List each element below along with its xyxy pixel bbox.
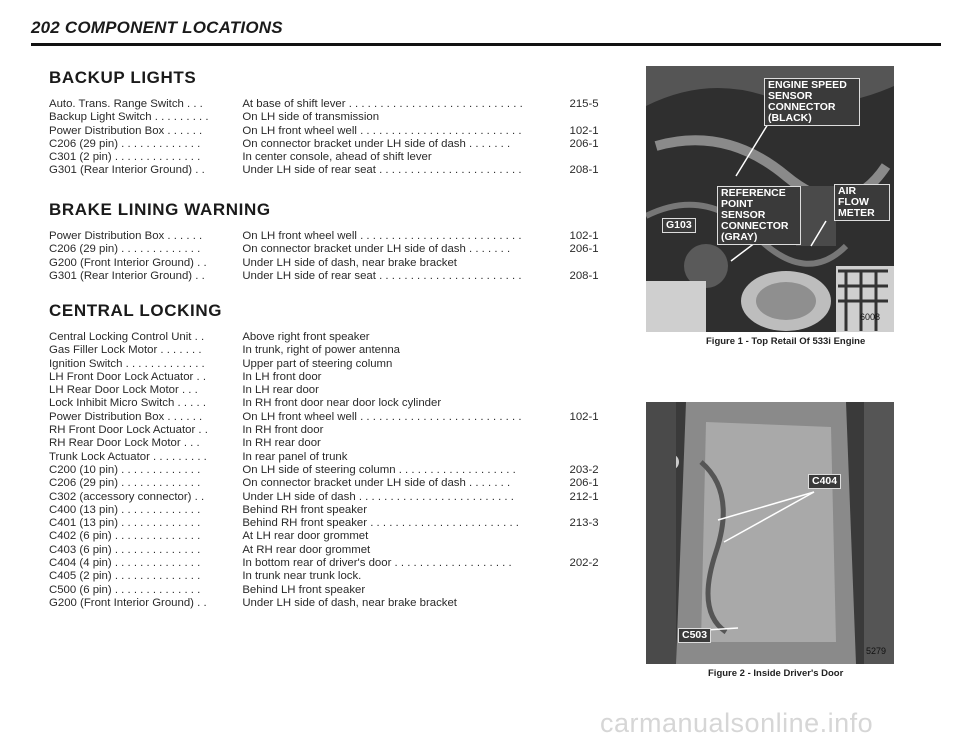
section-brake-lining-warning [49, 200, 629, 283]
list-item [49, 151, 629, 164]
component-location: In center console, ahead of shift lever [242, 151, 432, 164]
figure-reference: 206-1 [569, 137, 599, 150]
figure-reference: 206-1 [569, 477, 599, 490]
figure-reference [570, 570, 629, 583]
list-item [49, 597, 629, 610]
component-name: RH Rear Door Lock Motor . . . [49, 437, 200, 450]
figure-reference: 212-1 [569, 490, 599, 503]
component-name: Trunk Lock Actuator . . . . . . . . . [49, 450, 207, 463]
component-location: Under LH side of rear seat . . . . . . . . . . . . . . . . . . . . . . . [242, 164, 522, 177]
component-name: C404 (4 pin) . . . . . . . . . . . . . . [49, 557, 201, 570]
reference-point-sensor-label: REFERENCE POINT SENSOR CONNECTOR (GRAY) [717, 186, 801, 245]
engine-speed-sensor-label: ENGINE SPEED SENSOR CONNECTOR (BLACK) [764, 78, 860, 126]
figure-reference [570, 111, 629, 124]
figure-reference: 102-1 [569, 230, 599, 242]
component-location: On LH front wheel well . . . . . . . . . . . . . . . . . . . . . . . . . . [242, 410, 522, 423]
figure-reference [570, 424, 629, 437]
figure-reference: 213-3 [569, 517, 599, 530]
component-name: C206 (29 pin) . . . . . . . . . . . . . [49, 243, 201, 256]
list-item [49, 371, 629, 384]
figure-reference: 215-5 [569, 98, 599, 110]
section-backup-lights [49, 68, 629, 178]
component-location: In rear panel of trunk [242, 450, 348, 463]
section-title: BRAKE LINING WARNING [49, 200, 271, 219]
component-location: In RH rear door [242, 437, 321, 450]
list-item [49, 477, 629, 490]
component-name: LH Front Door Lock Actuator . . [49, 370, 207, 383]
list-item [49, 331, 629, 344]
component-location: In bottom rear of driver's door . . . . . . . . . . . . . . . . . . . [242, 557, 512, 570]
photo-number: 5279 [866, 646, 887, 656]
figure-2-caption: Figure 2 - Inside Driver's Door [708, 668, 844, 679]
figure-1-photo [646, 66, 894, 332]
component-name: Backup Light Switch . . . . . . . . . [49, 111, 209, 124]
figure-reference [570, 530, 629, 543]
figure-reference [570, 257, 629, 270]
component-location: Behind LH front speaker [242, 583, 366, 596]
figure-reference [570, 584, 629, 597]
component-name: G200 (Front Interior Ground) . . [49, 596, 207, 609]
component-name: Power Distribution Box . . . . . . [49, 230, 203, 242]
component-location: Under LH side of dash . . . . . . . . . . . . . . . . . . . . . . . . . [242, 490, 514, 503]
figure-reference [570, 437, 629, 450]
component-location: Under LH side of dash, near brake bracket [242, 596, 457, 609]
component-name: C206 (29 pin) . . . . . . . . . . . . . [49, 137, 201, 150]
photo-number: 6008 [860, 312, 881, 322]
component-location: Under LH side of dash, near brake bracket [242, 256, 457, 269]
component-name: Auto. Trans. Range Switch . . . [49, 98, 203, 110]
list-item [49, 243, 629, 256]
section-central-locking [49, 301, 629, 610]
list-item [49, 125, 629, 138]
component-location: In trunk, right of power antenna [242, 344, 400, 357]
component-list [49, 331, 629, 610]
list-item [49, 397, 629, 410]
list-item [49, 138, 629, 151]
component-location: At RH rear door grommet [242, 543, 371, 556]
figure-reference [570, 504, 629, 517]
list-item [49, 358, 629, 371]
figure-reference [570, 451, 629, 464]
component-location: Above right front speaker [242, 331, 370, 343]
component-name: C400 (13 pin) . . . . . . . . . . . . . [49, 503, 201, 516]
list-item [49, 111, 629, 124]
component-name: G301 (Rear Interior Ground) . . [49, 269, 205, 282]
figure-reference: 202-2 [569, 557, 599, 570]
component-location: On connector bracket under LH side of dash . . . . . . . [242, 243, 511, 256]
component-list [49, 230, 629, 283]
component-location: At base of shift lever . . . . . . . . . . . . . . . . . . . . . . . . . . . . [242, 98, 523, 110]
component-location: Behind RH front speaker . . . . . . . . . . . . . . . . . . . . . . . . [242, 517, 519, 530]
air-flow-meter-label: AIR FLOW METER [834, 184, 890, 221]
component-location: In RH front door [242, 424, 324, 437]
component-name: C403 (6 pin) . . . . . . . . . . . . . . [49, 543, 201, 556]
figure-reference: 208-1 [569, 269, 599, 282]
component-name: Ignition Switch . . . . . . . . . . . . . [49, 357, 205, 370]
c503-label: C503 [678, 628, 711, 643]
page-header [31, 18, 941, 38]
header-rule [31, 43, 941, 46]
component-name: C206 (29 pin) . . . . . . . . . . . . . [49, 477, 201, 490]
watermark: carmanualsonline.info [600, 708, 874, 738]
component-name: Central Locking Control Unit . . [49, 331, 205, 343]
page-title: 202 COMPONENT LOCATIONS [31, 18, 283, 37]
list-item [49, 451, 629, 464]
list-item [49, 504, 629, 517]
component-name: C401 (13 pin) . . . . . . . . . . . . . [49, 517, 201, 530]
component-name: Lock Inhibit Micro Switch . . . . . [49, 397, 206, 410]
figure-reference [570, 597, 629, 610]
figure-reference [570, 397, 629, 410]
list-item [49, 570, 629, 583]
component-name: C302 (accessory connector) . . [49, 490, 205, 503]
figure-reference [570, 384, 629, 397]
component-name: C200 (10 pin) . . . . . . . . . . . . . [49, 463, 201, 476]
component-location: On LH front wheel well . . . . . . . . . . . . . . . . . . . . . . . . . . [242, 124, 522, 137]
figure-2-photo [646, 402, 894, 664]
component-name: C405 (2 pin) . . . . . . . . . . . . . . [49, 570, 201, 583]
component-location: In LH front door [242, 370, 322, 383]
figure-reference [570, 371, 629, 384]
component-name: Power Distribution Box . . . . . . [49, 124, 203, 137]
figure-1-caption: Figure 1 - Top Retail Of 533i Engine [706, 336, 866, 347]
list-item [49, 584, 629, 597]
figure-reference: 102-1 [569, 124, 599, 137]
figure-reference [570, 344, 629, 357]
list-item [49, 411, 629, 424]
list-item [49, 544, 629, 557]
figure-reference [570, 544, 629, 557]
list-item [49, 164, 629, 177]
component-location: Under LH side of rear seat . . . . . . . . . . . . . . . . . . . . . . . [242, 269, 522, 282]
component-name: Gas Filler Lock Motor . . . . . . . [49, 344, 202, 357]
component-name: LH Rear Door Lock Motor . . . [49, 384, 198, 397]
list-item [49, 270, 629, 283]
figure-reference [570, 151, 629, 164]
g103-label: G103 [662, 218, 696, 233]
component-location: In RH front door near door lock cylinder [242, 397, 442, 410]
component-location: Upper part of steering column [242, 357, 393, 370]
component-name: G301 (Rear Interior Ground) . . [49, 164, 205, 177]
list-item [49, 491, 629, 504]
figure-reference [570, 331, 629, 344]
list-item [49, 344, 629, 357]
list-item [49, 230, 629, 243]
figure-reference: 208-1 [569, 164, 599, 177]
component-name: G200 (Front Interior Ground) . . [49, 256, 207, 269]
component-location: On connector bracket under LH side of dash . . . . . . . [242, 137, 511, 150]
component-name: C500 (6 pin) . . . . . . . . . . . . . . [49, 583, 201, 596]
component-list [49, 98, 629, 178]
list-item [49, 530, 629, 543]
list-item [49, 424, 629, 437]
figure-reference: 206-1 [569, 243, 599, 256]
component-name: C402 (6 pin) . . . . . . . . . . . . . . [49, 530, 201, 543]
component-name: Power Distribution Box . . . . . . [49, 410, 203, 423]
list-item [49, 464, 629, 477]
component-location: On connector bracket under LH side of dash . . . . . . . [242, 477, 511, 490]
component-location: In LH rear door [242, 384, 319, 397]
c404-label: C404 [808, 474, 841, 489]
component-name: RH Front Door Lock Actuator . . [49, 424, 208, 437]
component-location: On LH side of steering column . . . . . . . . . . . . . . . . . . . [242, 463, 516, 476]
list-item [49, 517, 629, 530]
list-item [49, 557, 629, 570]
component-location: On LH front wheel well . . . . . . . . . . . . . . . . . . . . . . . . . . [242, 230, 522, 242]
section-title: CENTRAL LOCKING [49, 301, 223, 320]
list-item [49, 257, 629, 270]
component-location: Behind RH front speaker [242, 503, 368, 516]
component-location: In trunk near trunk lock. [242, 570, 362, 583]
figure-reference: 102-1 [569, 410, 599, 423]
figure-reference [570, 358, 629, 371]
driver-door-image [646, 402, 894, 664]
figure-reference: 203-2 [569, 463, 599, 476]
component-location: On LH side of transmission [242, 111, 380, 124]
component-location: At LH rear door grommet [242, 530, 369, 543]
component-name: C301 (2 pin) . . . . . . . . . . . . . . [49, 151, 201, 164]
list-item [49, 98, 629, 111]
list-item [49, 384, 629, 397]
list-item [49, 437, 629, 450]
section-title: BACKUP LIGHTS [49, 68, 197, 87]
